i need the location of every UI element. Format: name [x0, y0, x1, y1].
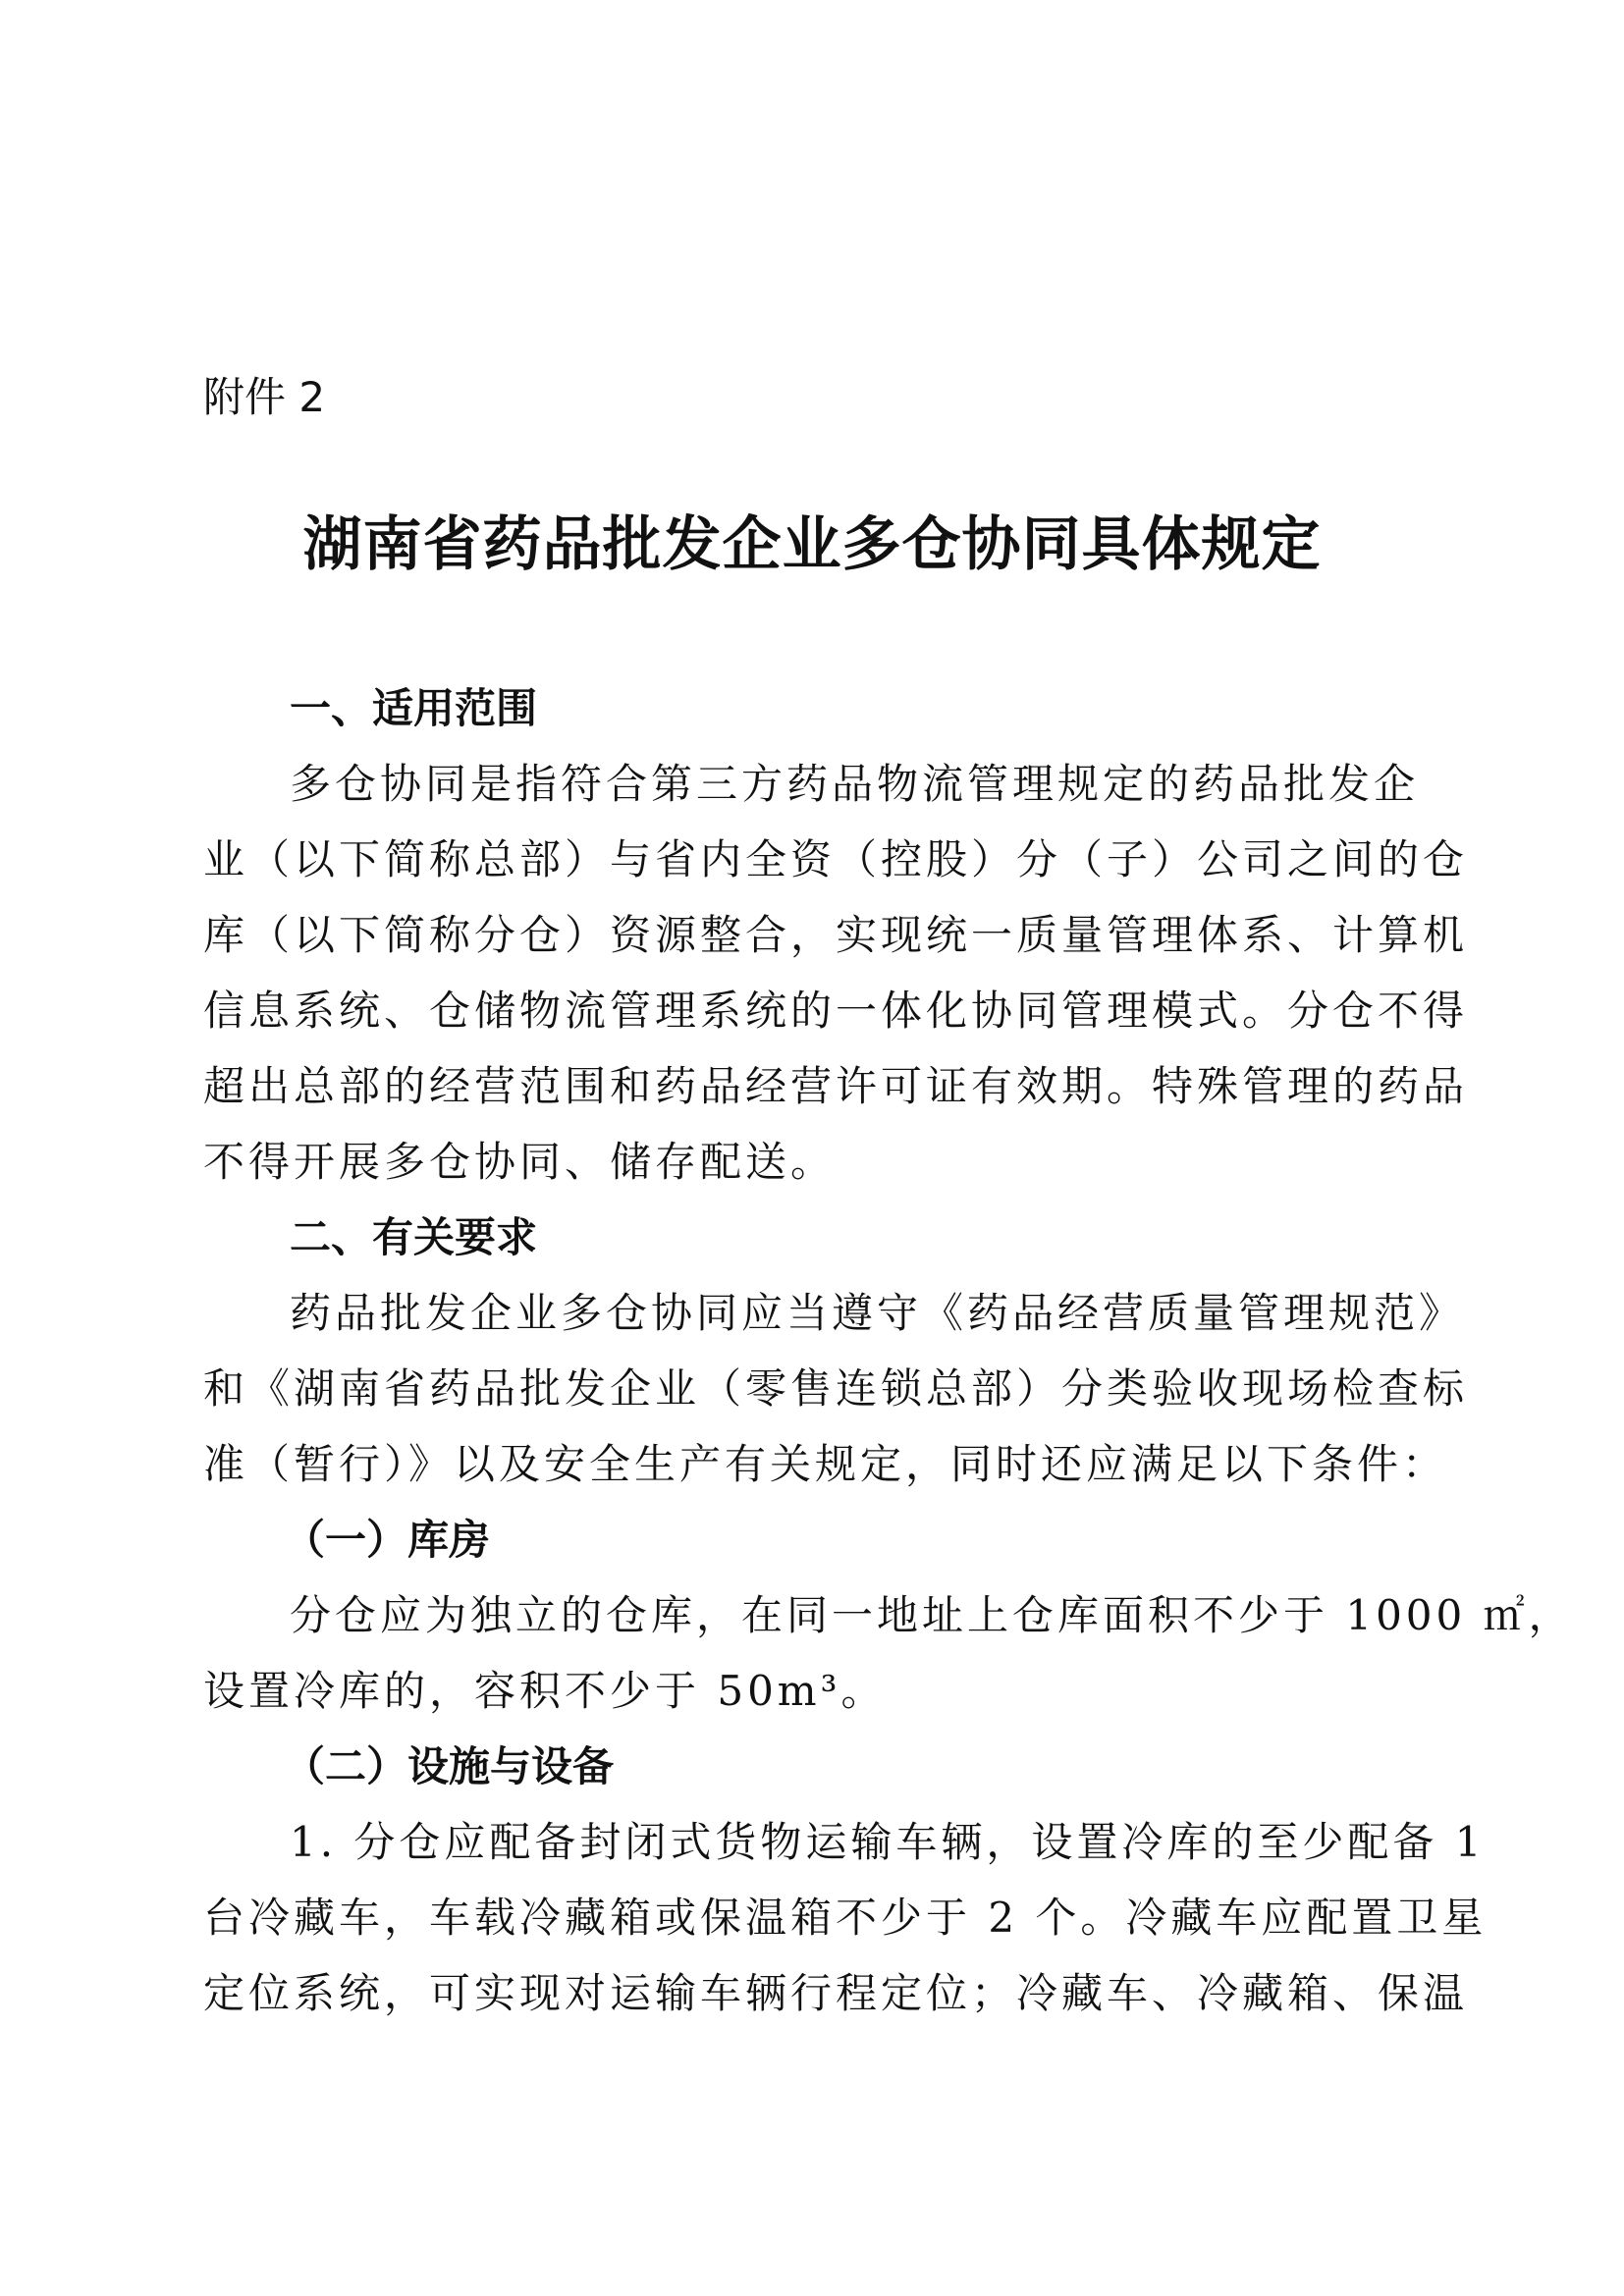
subsection-paragraph-warehouse [203, 1577, 1574, 1729]
section-paragraph-scope [203, 746, 1469, 1200]
paragraph-line: 定位系统，可实现对运输车辆行程定位；冷藏车、冷藏箱、保温 [203, 1969, 1469, 2017]
paragraph-line: 多仓协同是指符合第三方药品物流管理规定的药品批发企 [290, 760, 1420, 808]
paragraph-line: 超出总部的经营范围和药品经营许可证有效期。特殊管理的药品 [203, 1062, 1469, 1110]
document-title: 湖南省药品批发企业多仓协同具体规定 [302, 510, 1322, 579]
subsection-heading-facilities: （二）设施与设备 [284, 1742, 615, 1790]
paragraph-line: 信息系统、仓储物流管理系统的一体化协同管理模式。分仓不得 [203, 987, 1469, 1035]
paragraph-line: 分仓应为独立的仓库，在同一地址上仓库面积不少于 1000 ㎡， [290, 1591, 1574, 1639]
subsection-paragraph-facilities [203, 1804, 1488, 2031]
paragraph-line: 设置冷库的，容积不少于 50m³。 [203, 1667, 887, 1715]
section-paragraph-requirements [203, 1275, 1469, 1502]
paragraph-line: 1. 分仓应配备封闭式货物运输车辆，设置冷库的至少配备 1 [290, 1818, 1486, 1866]
paragraph-line: 台冷藏车，车载冷藏箱或保温箱不少于 2 个。冷藏车应配置卫星 [203, 1894, 1488, 1942]
paragraph-line: 准（暂行）》以及安全生产有关规定，同时还应满足以下条件： [203, 1440, 1448, 1488]
section-heading-scope: 一、适用范围 [290, 684, 538, 732]
paragraph-line: 业（以下简称总部）与省内全资（控股）分（子）公司之间的仓 [203, 835, 1469, 883]
paragraph-line: 库（以下简称分仓）资源整合，实现统一质量管理体系、计算机 [203, 911, 1469, 959]
attachment-label: 附件 2 [203, 373, 326, 421]
paragraph-line: 和《湖南省药品批发企业（零售连锁总部）分类验收现场检查标 [203, 1364, 1469, 1413]
paragraph-line: 不得开展多仓协同、储存配送。 [203, 1138, 837, 1186]
document-body [203, 670, 1574, 2031]
subsection-heading-warehouse: （一）库房 [284, 1516, 491, 1564]
section-heading-requirements: 二、有关要求 [290, 1213, 538, 1261]
paragraph-line: 药品批发企业多仓协同应当遵守《药品经营质量管理规范》 [290, 1289, 1465, 1337]
